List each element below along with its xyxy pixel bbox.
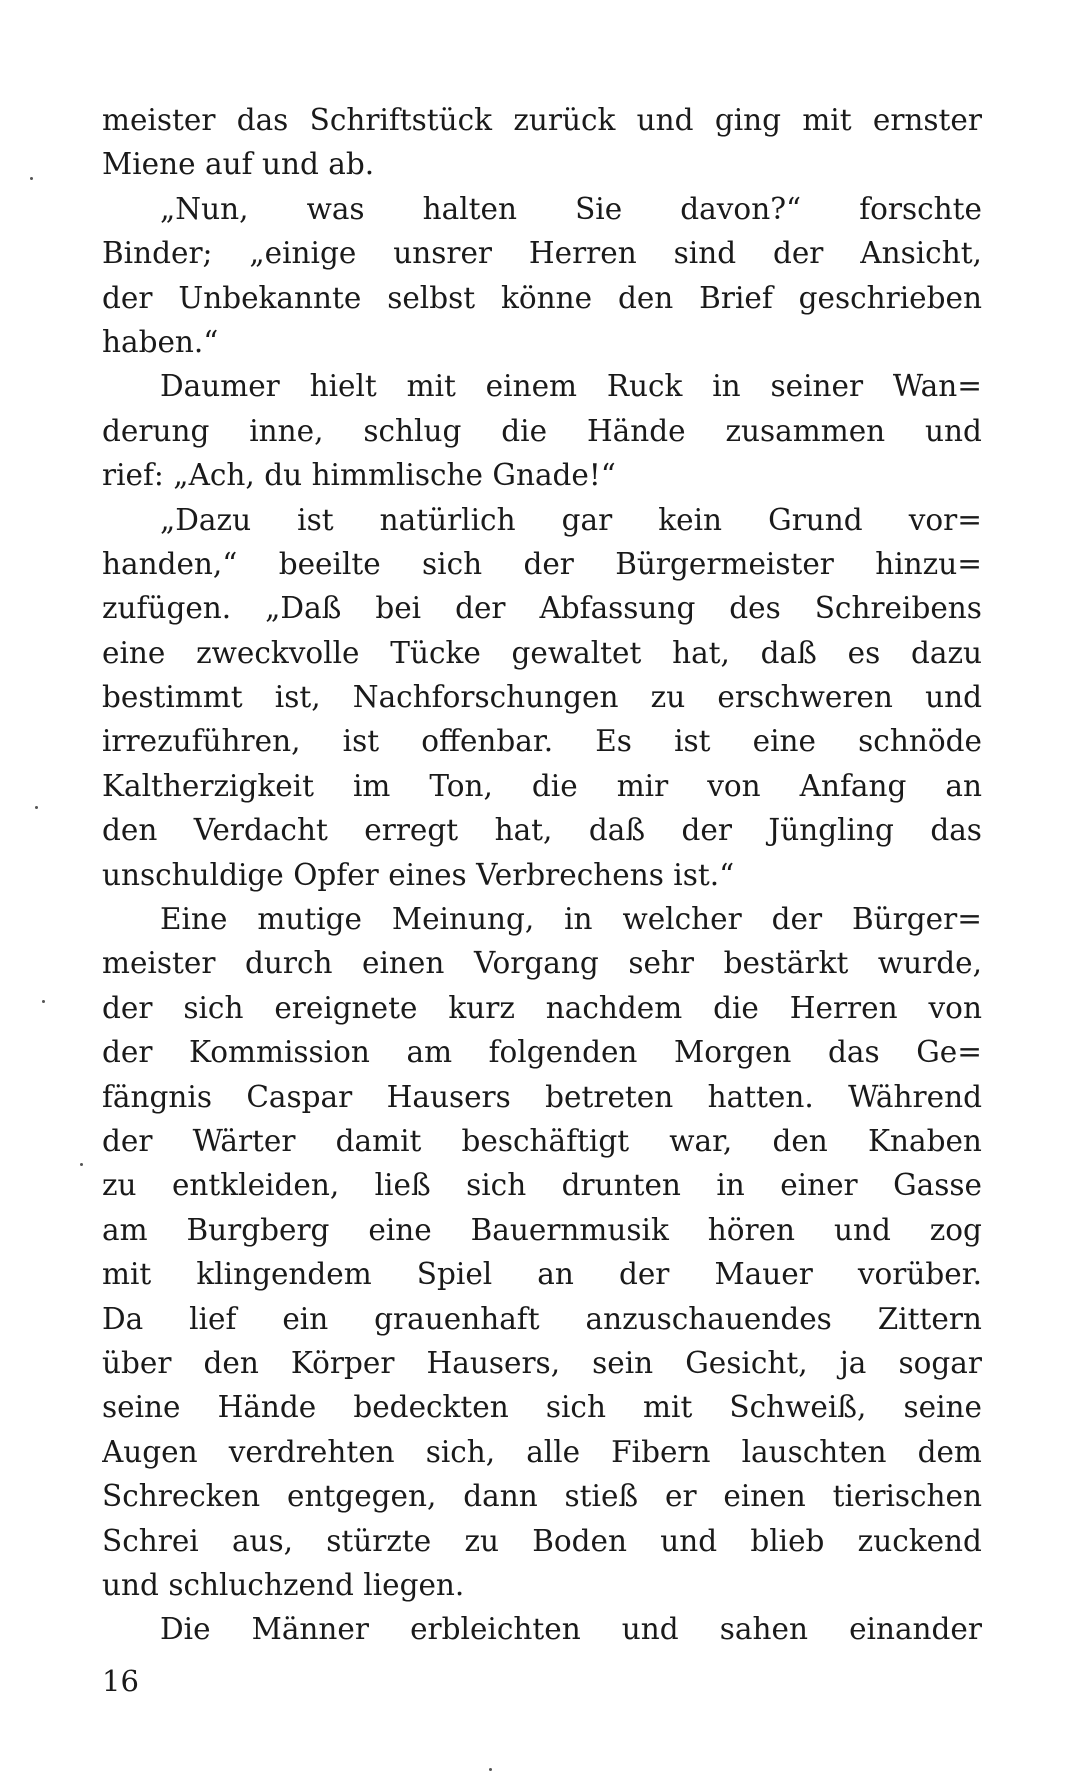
word: Kaltherzigkeit xyxy=(102,768,314,803)
word: entkleiden, xyxy=(171,1168,340,1203)
word: Wärter xyxy=(192,1123,296,1158)
text-line xyxy=(102,1474,982,1518)
word: zurück xyxy=(513,103,616,137)
word: und xyxy=(833,1212,891,1247)
word: Hausers, xyxy=(426,1345,561,1380)
text-line xyxy=(102,1341,982,1385)
word: Zittern xyxy=(877,1301,982,1336)
text-line xyxy=(102,764,982,808)
scan-speck xyxy=(42,1000,45,1003)
word: die xyxy=(501,413,548,448)
word: fängnis xyxy=(102,1079,212,1114)
word: seiner xyxy=(770,369,864,404)
word: zweckvolle xyxy=(196,635,360,670)
word: entgegen, xyxy=(287,1479,437,1514)
word: aus, xyxy=(231,1523,294,1558)
text-line xyxy=(102,542,982,586)
word: das xyxy=(828,1035,880,1070)
word: verdrehten xyxy=(228,1434,395,1469)
word: liegen. xyxy=(363,1567,465,1602)
word: seine xyxy=(903,1390,982,1425)
word: bei xyxy=(375,591,422,626)
text-line xyxy=(102,320,982,364)
word: ist xyxy=(297,502,334,537)
word: den xyxy=(203,1345,259,1380)
word: des xyxy=(729,591,781,626)
page-number: 16 xyxy=(102,1664,139,1698)
word: der xyxy=(618,1257,670,1292)
word: lauschten xyxy=(741,1434,887,1469)
scan-speck xyxy=(489,1768,492,1771)
word: vor= xyxy=(908,502,982,537)
word: Boden xyxy=(532,1523,627,1558)
word: der xyxy=(102,280,153,315)
word: Gnade!“ xyxy=(492,458,616,493)
word: mir xyxy=(616,768,669,803)
word: der xyxy=(681,813,732,848)
word: was xyxy=(306,191,365,226)
text-line xyxy=(102,1163,982,1207)
word: Tücke xyxy=(390,635,481,670)
word: die xyxy=(531,768,578,803)
word: halten xyxy=(422,191,517,226)
word: ernster xyxy=(872,103,982,137)
word: und xyxy=(636,103,694,137)
word: sehr xyxy=(628,946,695,981)
word: der xyxy=(455,591,506,626)
word: bestärkt xyxy=(723,946,849,981)
word: sich, xyxy=(425,1434,496,1469)
word: grauenhaft xyxy=(374,1301,540,1336)
word: sich xyxy=(466,1168,527,1203)
word: einem xyxy=(485,369,577,404)
word: daß xyxy=(588,813,646,848)
word: meister xyxy=(102,103,216,137)
word: ist, xyxy=(274,680,321,715)
word: das xyxy=(930,813,982,848)
word: beeilte xyxy=(278,546,381,581)
word: bedeckten xyxy=(353,1390,509,1425)
word: Fibern xyxy=(611,1434,711,1469)
word: bestimmt xyxy=(102,680,243,715)
word: den xyxy=(772,1123,828,1158)
word: geschrieben xyxy=(798,280,982,315)
text-line xyxy=(102,276,982,320)
word: Eine xyxy=(160,902,228,937)
word: nachdem xyxy=(545,990,683,1025)
word: Augen xyxy=(102,1434,198,1469)
word: hören xyxy=(707,1212,796,1247)
word: ab. xyxy=(328,147,375,182)
word: handen,“ xyxy=(102,546,238,581)
text-line xyxy=(102,631,982,675)
text-line xyxy=(102,1430,982,1474)
text-line xyxy=(102,808,982,852)
word: zu xyxy=(102,1168,137,1203)
word: Schrecken xyxy=(102,1479,261,1514)
text-line xyxy=(102,897,982,941)
word: forschte xyxy=(859,191,982,226)
word: betreten xyxy=(545,1079,674,1114)
word: Schreibens xyxy=(814,591,982,626)
word: und xyxy=(660,1523,718,1558)
word: erregt xyxy=(364,813,459,848)
text-line xyxy=(102,1607,982,1651)
word: einander xyxy=(849,1612,982,1647)
word: zu xyxy=(650,680,686,715)
word: sein xyxy=(592,1345,654,1380)
word: eine xyxy=(752,724,817,759)
word: Während xyxy=(848,1079,982,1114)
word: seine xyxy=(102,1390,181,1425)
word: war, xyxy=(669,1123,733,1158)
word: Unbekannte xyxy=(178,280,362,315)
word: Da xyxy=(102,1301,144,1336)
text-line xyxy=(102,409,982,453)
word: das xyxy=(236,103,289,137)
word: Wan= xyxy=(892,369,982,404)
word: „Daß xyxy=(265,591,342,626)
word: zuckend xyxy=(857,1523,982,1558)
word: Ton, xyxy=(429,768,493,803)
word: am xyxy=(102,1212,148,1247)
word: Bürgermeister xyxy=(615,546,834,581)
word: Verdacht xyxy=(193,813,328,848)
text-line xyxy=(102,231,982,275)
word: einen xyxy=(362,946,445,981)
word: „Dazu xyxy=(160,502,252,537)
text-line xyxy=(102,364,982,408)
text-line xyxy=(102,719,982,763)
word: „einige xyxy=(249,236,357,271)
word: schluchzend xyxy=(168,1567,354,1602)
text-line xyxy=(102,1208,982,1252)
word: ging xyxy=(714,103,782,137)
word: der xyxy=(102,990,153,1025)
word: Die xyxy=(160,1612,211,1647)
word: im xyxy=(352,768,391,803)
word: in xyxy=(716,1168,745,1203)
text-line xyxy=(102,187,982,231)
text-line xyxy=(102,1297,982,1341)
word: folgenden xyxy=(488,1035,638,1070)
word: und xyxy=(621,1612,679,1647)
word: Knaben xyxy=(867,1123,982,1158)
word: einen xyxy=(723,1479,806,1514)
word: sich xyxy=(545,1390,606,1425)
word: Jüngling xyxy=(768,813,894,848)
word: haben.“ xyxy=(102,324,219,359)
word: Gesicht, xyxy=(685,1345,808,1380)
word: schnöde xyxy=(858,724,982,759)
word: rief: xyxy=(102,458,164,493)
word: schlug xyxy=(363,413,462,448)
word: Daumer xyxy=(160,369,280,404)
word: und xyxy=(925,413,982,448)
word: kurz xyxy=(448,990,515,1025)
word: erbleichten xyxy=(410,1612,581,1647)
text-line xyxy=(102,1563,982,1607)
word: Abfassung xyxy=(539,591,696,626)
scan-speck xyxy=(35,806,38,809)
word: eines xyxy=(388,857,467,892)
word: Ansicht, xyxy=(860,236,982,271)
word: ja xyxy=(839,1345,867,1380)
text-line xyxy=(102,675,982,719)
word: dann xyxy=(463,1479,538,1514)
word: Brief xyxy=(699,280,773,315)
word: könne xyxy=(500,280,593,315)
word: auf xyxy=(205,147,253,182)
word: Bauernmusik xyxy=(470,1212,669,1247)
word: Schrei xyxy=(102,1523,199,1558)
word: Bürger= xyxy=(851,902,982,937)
word: Herren xyxy=(528,236,637,271)
word: Burgberg xyxy=(186,1212,330,1247)
word: Ruck xyxy=(606,369,683,404)
word: ereignete xyxy=(274,990,418,1025)
word: durch xyxy=(244,946,333,981)
word: den xyxy=(617,280,674,315)
word: zu xyxy=(464,1523,499,1558)
word: ist.“ xyxy=(673,857,735,892)
text-line xyxy=(102,498,982,542)
word: mutige xyxy=(257,902,362,937)
text-line xyxy=(102,1252,982,1296)
word: dem xyxy=(917,1434,982,1469)
word: hinzu= xyxy=(875,546,982,581)
word: ist xyxy=(674,724,711,759)
word: sich xyxy=(422,546,483,581)
word: Vorgang xyxy=(473,946,599,981)
word: Gasse xyxy=(893,1168,982,1203)
word: kein xyxy=(658,502,723,537)
word: ein xyxy=(282,1301,329,1336)
word: der xyxy=(102,1123,153,1158)
word: an xyxy=(945,768,982,803)
word: Hausers xyxy=(386,1079,511,1114)
word: blieb xyxy=(750,1523,825,1558)
word: der xyxy=(102,1035,153,1070)
word: in xyxy=(564,902,593,937)
text-line xyxy=(102,98,982,142)
word: von xyxy=(707,768,761,803)
word: Grund xyxy=(768,502,863,537)
text-line xyxy=(102,586,982,630)
word: mit xyxy=(802,103,852,137)
word: unschuldige xyxy=(102,857,284,892)
word: zusammen xyxy=(725,413,886,448)
word: am xyxy=(406,1035,453,1070)
word: Schriftstück xyxy=(309,103,493,137)
word: mit xyxy=(102,1257,152,1292)
word: erschweren xyxy=(717,680,893,715)
word: dazu xyxy=(910,635,982,670)
word: einer xyxy=(780,1168,858,1203)
word: mit xyxy=(643,1390,693,1425)
word: der xyxy=(523,546,574,581)
word: irrezuführen, xyxy=(102,724,301,759)
word: alle xyxy=(526,1434,581,1469)
word: eine xyxy=(368,1212,432,1247)
word: stieß xyxy=(564,1479,639,1514)
word: der xyxy=(771,902,823,937)
word: inne, xyxy=(249,413,324,448)
word: himmlische xyxy=(311,458,483,493)
word: „Nun, xyxy=(160,191,249,226)
word: und xyxy=(925,680,982,715)
word: eine xyxy=(102,635,166,670)
word: ist xyxy=(342,724,380,759)
word: zufügen. xyxy=(102,591,232,626)
word: zog xyxy=(929,1212,982,1247)
word: Ge= xyxy=(916,1035,982,1070)
text-line xyxy=(102,941,982,985)
text-line xyxy=(102,1030,982,1074)
word: Mauer xyxy=(714,1257,813,1292)
word: Nachforschungen xyxy=(352,680,619,715)
word: von xyxy=(928,990,982,1025)
word: daß xyxy=(760,635,817,670)
scan-speck xyxy=(30,177,33,180)
word: du xyxy=(264,458,303,493)
word: beschäftigt xyxy=(461,1123,630,1158)
word: hielt xyxy=(309,369,377,404)
word: hat, xyxy=(672,635,730,670)
text-line xyxy=(102,453,982,497)
text-line xyxy=(102,1119,982,1163)
text-line xyxy=(102,986,982,1030)
word: mit xyxy=(406,369,456,404)
word: gar xyxy=(561,502,613,537)
word: Männer xyxy=(251,1612,369,1647)
word: und xyxy=(261,147,319,182)
word: ließ xyxy=(374,1168,431,1203)
word: Morgen xyxy=(674,1035,792,1070)
word: er xyxy=(664,1479,697,1514)
word: meister xyxy=(102,946,216,981)
word: wurde, xyxy=(877,946,982,981)
text-line xyxy=(102,142,982,186)
word: Sie xyxy=(575,191,623,226)
text-line xyxy=(102,1385,982,1429)
word: Miene xyxy=(102,147,196,182)
text-line xyxy=(102,853,982,897)
word: klingendem xyxy=(196,1257,372,1292)
word: anzuschauendes xyxy=(585,1301,832,1336)
word: natürlich xyxy=(379,502,516,537)
word: davon?“ xyxy=(680,191,802,226)
scan-speck xyxy=(80,1163,83,1166)
word: der xyxy=(772,236,824,271)
word: derung xyxy=(102,413,210,448)
word: sogar xyxy=(898,1345,982,1380)
word: vorüber. xyxy=(857,1257,982,1292)
word: und xyxy=(102,1567,159,1602)
word: Schweiß, xyxy=(729,1390,867,1425)
word: Kommission xyxy=(189,1035,370,1070)
word: Binder; xyxy=(102,236,213,271)
word: an xyxy=(537,1257,574,1292)
word: hatten. xyxy=(707,1079,814,1114)
word: den xyxy=(102,813,158,848)
word: hat, xyxy=(494,813,553,848)
body-text xyxy=(102,98,982,1652)
word: damit xyxy=(335,1123,422,1158)
word: Anfang xyxy=(799,768,907,803)
word: Herren xyxy=(789,990,898,1025)
word: gewaltet xyxy=(511,635,642,670)
text-line xyxy=(102,1075,982,1119)
word: drunten xyxy=(561,1168,681,1203)
word: Opfer xyxy=(293,857,379,892)
word: offenbar. xyxy=(421,724,554,759)
word: Hände xyxy=(217,1390,317,1425)
word: es xyxy=(847,635,881,670)
word: sich xyxy=(183,990,244,1025)
word: Spiel xyxy=(416,1257,493,1292)
word: die xyxy=(713,990,759,1025)
word: Caspar xyxy=(246,1079,353,1114)
word: selbst xyxy=(387,280,476,315)
word: in xyxy=(712,369,741,404)
word: Körper xyxy=(290,1345,395,1380)
word: Meinung, xyxy=(391,902,535,937)
word: tierischen xyxy=(832,1479,982,1514)
word: sind xyxy=(673,236,737,271)
word: welcher xyxy=(622,902,742,937)
word: Hände xyxy=(586,413,686,448)
text-line xyxy=(102,1519,982,1563)
word: stürzte xyxy=(326,1523,432,1558)
word: unsrer xyxy=(393,236,493,271)
word: „Ach, xyxy=(173,458,255,493)
word: über xyxy=(102,1345,172,1380)
word: Es xyxy=(595,724,632,759)
word: lief xyxy=(189,1301,237,1336)
word: sahen xyxy=(719,1612,808,1647)
word: Verbrechens xyxy=(476,857,664,892)
